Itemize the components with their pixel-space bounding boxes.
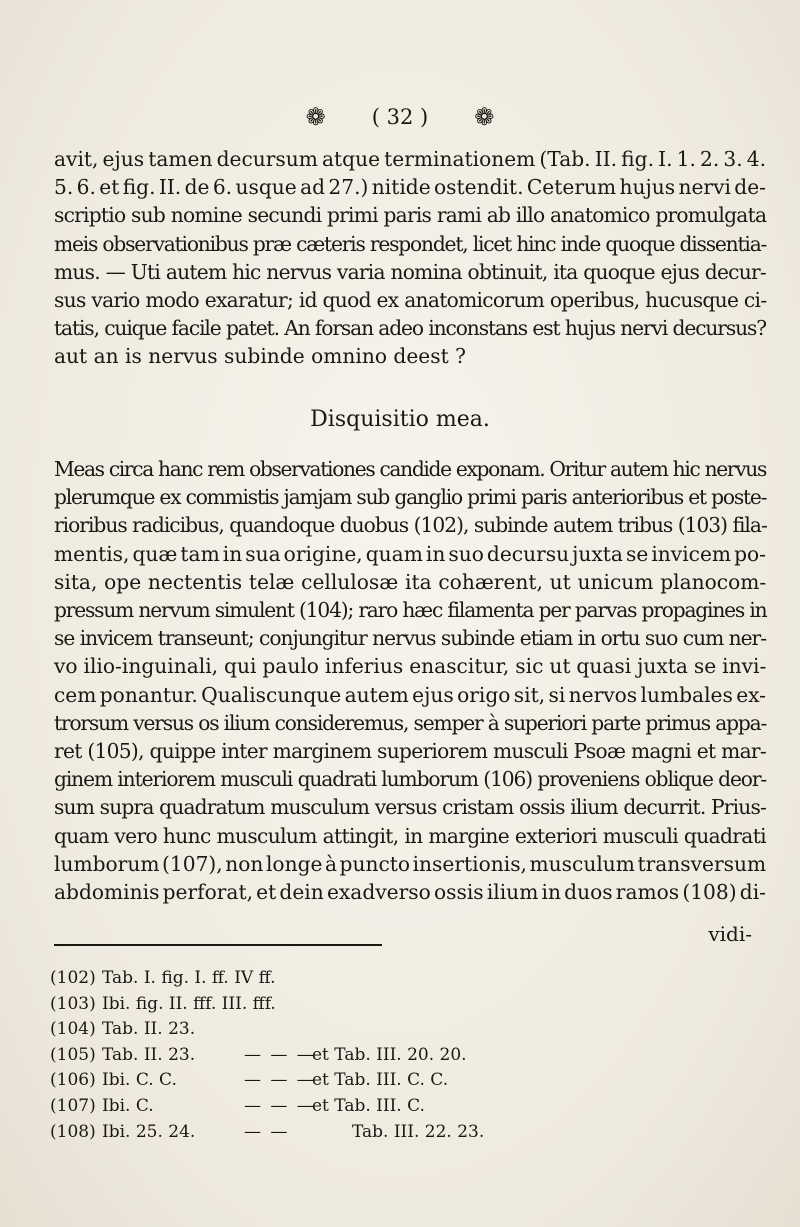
text-line: abdominis perforat, et dein exadverso ossis ilium in duos ramos (108) di- [54,880,766,905]
text-line: 5. 6. et fig. II. de 6. usque ad 27.) nitide ostendit. Ceterum hujus nervi de- [54,175,766,200]
text-line: plerumque ex commistis jamjam sub ganglio primi paris anterioribus et poste- [54,485,767,510]
footnote-reference: Tab. II. 23. [102,1044,196,1065]
footnote-cross-reference: et Tab. III. C. [312,1095,425,1116]
footnote-reference: Ibi. fig. II. fff. III. fff. [102,993,276,1014]
text-line: ginem interiorem musculi quadrati lumborum (106) proveniens oblique deor- [54,767,767,792]
footnote-number: (107) [50,1095,96,1116]
text-line: quam vero hunc musculum attingit, in margine exteriori musculi quadrati [54,823,766,848]
text-line: cem ponantur. Qualiscunque autem ejus origo sit, si nervos lumbales ex- [54,682,766,707]
footnote-number: (108) [50,1121,96,1142]
footnote-number: (106) [50,1070,96,1091]
footnote-rule [54,944,382,946]
footnote-cross-reference: Tab. III. 22. 23. [352,1121,485,1142]
footnote-reference: Tab. II. 23. [102,1019,196,1040]
catchword: vidi- [708,922,752,946]
text-line: vo ilio-inguinali, qui paulo inferius enascitur, sic ut quasi juxta se invi- [54,654,767,679]
footnote-dash: — — — [244,1095,316,1116]
text-line: Meas circa hanc rem observationes candide exponam. Oritur autem hic nervus [54,457,766,481]
paragraph-continued [54,145,766,371]
section-heading: Disquisitio mea. [310,407,490,432]
text-line: mentis, quæ tam in sua origine, quam in suo decursu juxta se invicem po- [54,541,766,566]
ornament-right-icon: ❁ [474,103,495,131]
footnote-dash: — — — [244,1044,316,1065]
footnote-cross-reference: et Tab. III. 20. 20. [312,1044,467,1065]
footnote-reference: Ibi. C. [102,1095,154,1116]
footnote-cross-reference: et Tab. III. C. C. [312,1070,449,1091]
footnote-number: (105) [50,1044,96,1065]
text-line: lumborum (107), non longe à puncto insertionis, musculum transversum [54,851,767,876]
text-line: rioribus radicibus, quandoque duobus (102), subinde autem tribus (103) fila- [54,513,767,538]
footnote-reference: Ibi. C. C. [102,1070,177,1091]
footnote-number: (102) [50,968,96,988]
text-line: tatis, cuique facile patet. An forsan adeo inconstans est hujus nervi decursus? [54,316,766,341]
footnote-dash: — — — [244,1070,316,1091]
text-line: sus vario modo exaratur; id quod ex anatomicorum operibus, hucusque ci- [54,288,767,313]
text-line: sita, ope nectentis telæ cellulosæ ita cohærent, ut unicum planocom- [54,569,767,594]
text-line: se invicem transeunt; conjungitur nervus subinde etiam in ortu suo cum ner- [54,626,766,651]
text-line: pressum nervum simulent (104); raro hæc filamenta per parvas propagines in [54,598,767,623]
text-line: avit, ejus tamen decursum atque terminationem (Tab. II. fig. I. 1. 2. 3. 4. [54,147,766,171]
footnote-number: (103) [50,993,96,1014]
text-line: sum supra quadratum musculum versus cristam ossis ilium decurrit. Prius- [54,795,766,820]
text-line: trorsum versus os ilium consideremus, semper à superiori parte primus appa- [54,710,767,735]
text-line: mus. — Uti autem hic nervus varia nomina obtinuit, ita quoque ejus decur- [54,259,766,284]
footnote-reference: Tab. I. fig. I. ff. IV ff. [102,968,276,988]
text-line: aut an is nervus subinde omnino deest ? [54,344,466,369]
footnote-dash: — — [244,1121,290,1142]
footnote-number: (104) [50,1019,96,1040]
page-number: ( 32 ) [371,105,429,129]
footnote-reference: Ibi. 25. 24. [102,1121,196,1142]
text-line: scriptio sub nomine secundi primi paris rami ab illo anatomico promulgata [54,203,767,228]
text-line: meis observationibus præ cæteris respondet, licet hinc inde quoque dissentia- [54,231,767,256]
text-line: ret (105), quippe inter marginem superiorem musculi Psoæ magni et mar- [54,739,766,764]
page-header [0,100,800,134]
paragraph-main [54,455,766,906]
ornament-left-icon: ❁ [305,103,326,131]
